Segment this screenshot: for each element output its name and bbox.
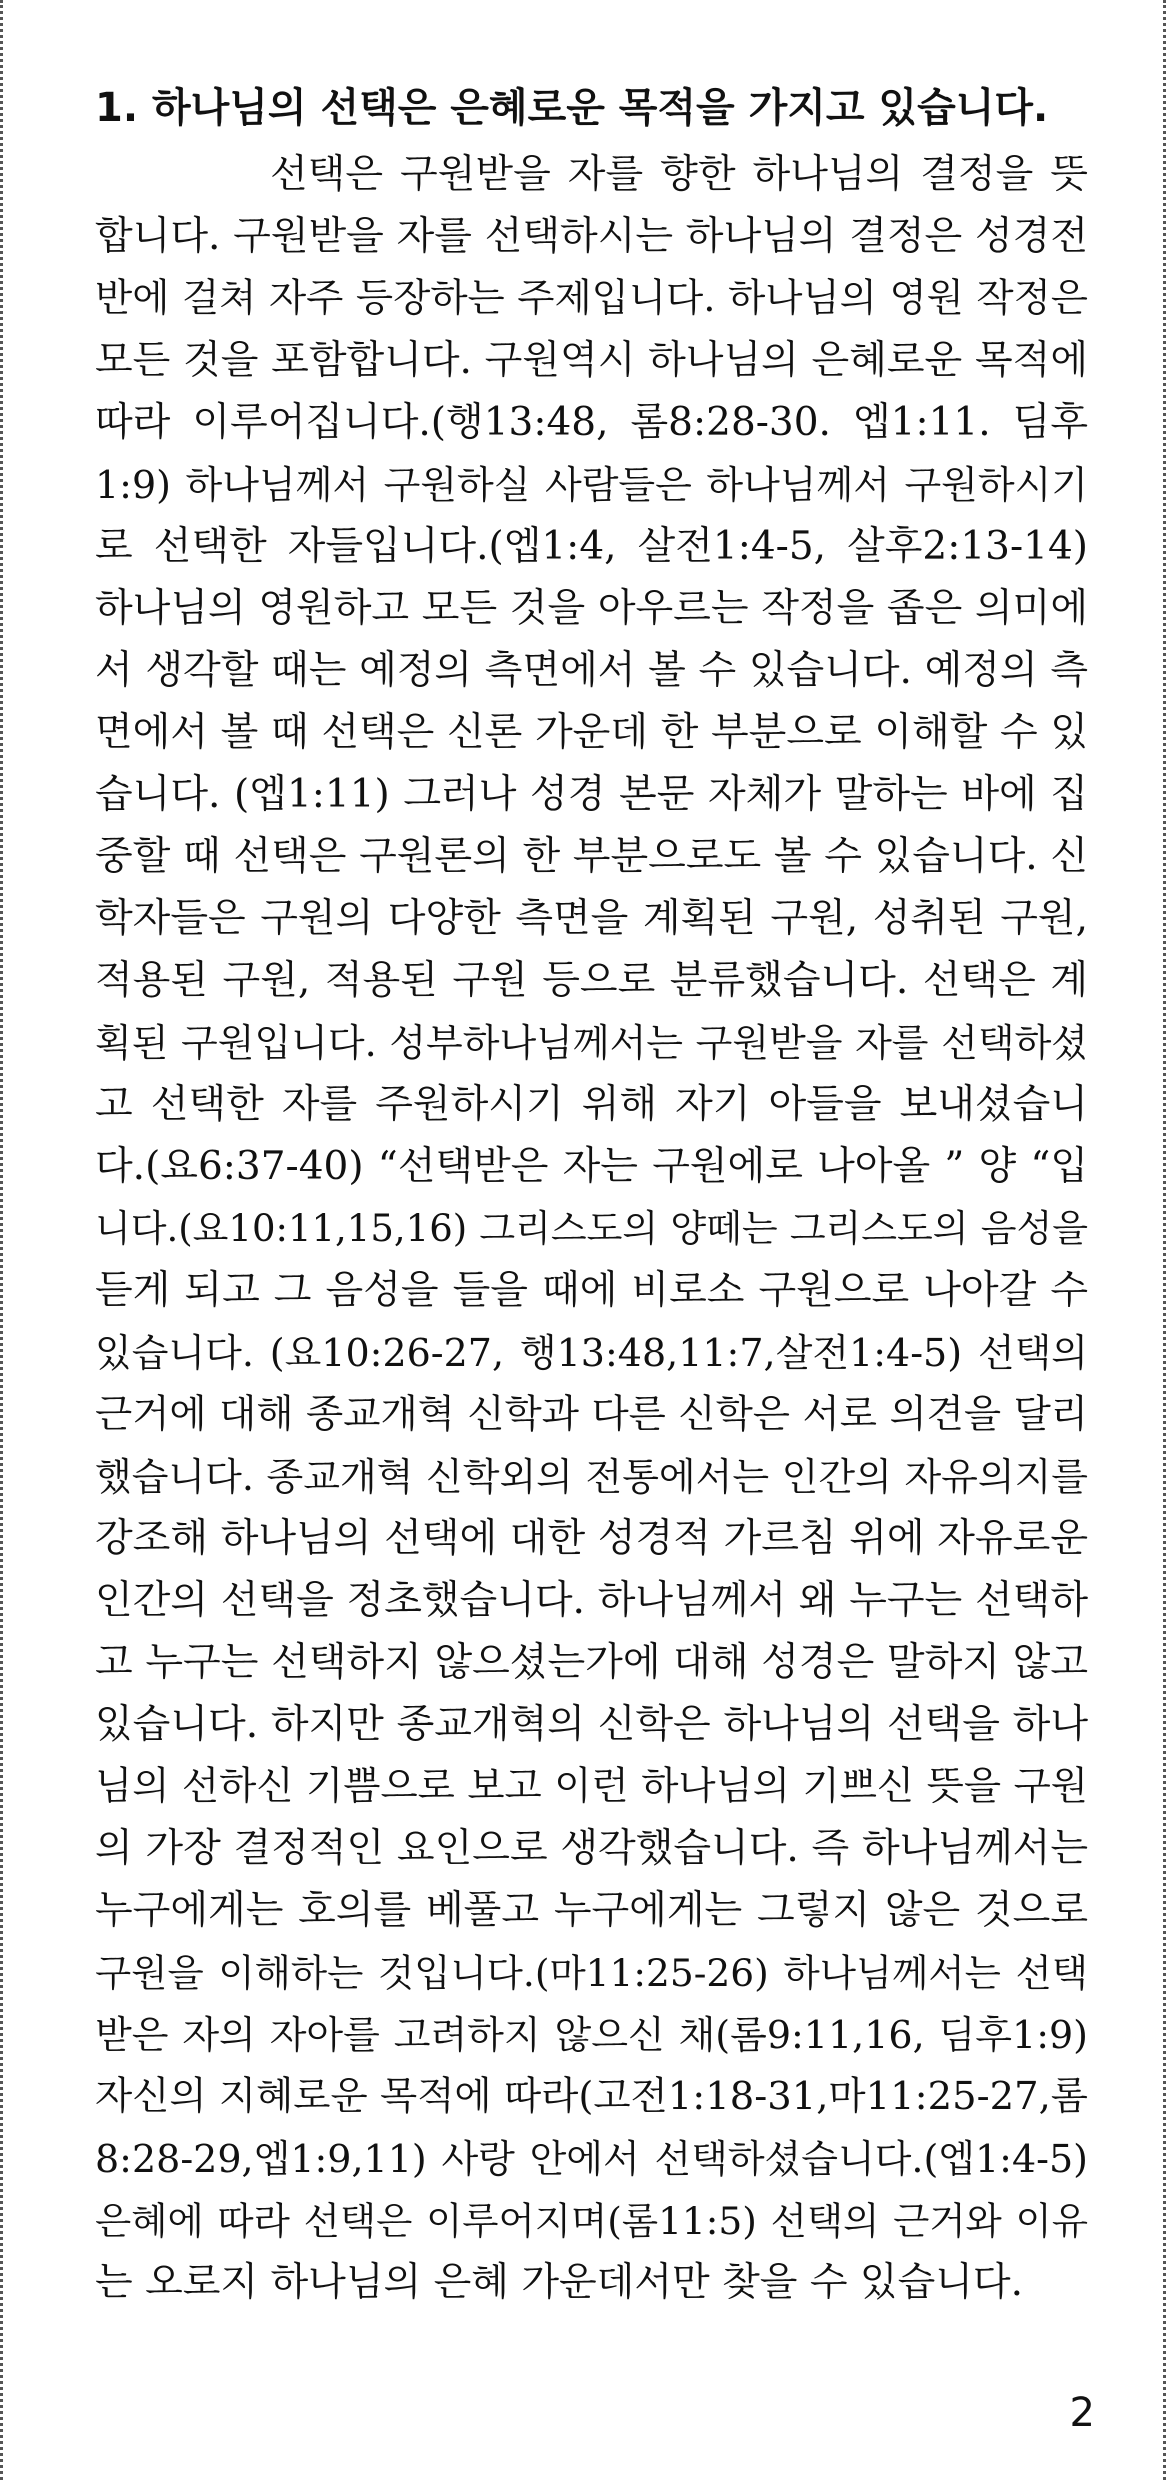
- paragraph-line: 서 생각할 때는 예정의 측면에서 볼 수 있습니다. 예정의 측: [95, 648, 1088, 693]
- paragraph-line: 있습니다. (요10:26-27, 행13:48,11:7,살전1:4-5) 선택의: [95, 1331, 1088, 1375]
- paragraph-line: 합니다. 구원받을 자를 선택하시는 하나님의 결정은 성경전: [95, 214, 1088, 259]
- paragraph-line: 8:28-29,엡1:9,11) 사랑 안에서 선택하셨습니다.(엡1:4-5): [95, 2137, 1088, 2181]
- paragraph-line: 듣게 되고 그 음성을 들을 때에 비로소 구원으로 나아갈 수: [95, 1268, 1088, 1313]
- paragraph-line: 모든 것을 포함합니다. 구원역시 하나님의 은혜로운 목적에: [95, 338, 1088, 383]
- paragraph-line: 강조해 하나님의 선택에 대한 성경적 가르침 위에 자유로운: [95, 1516, 1088, 1561]
- section-heading: 1. 하나님의 선택은 은혜로운 목적을 가지고 있습니다.: [95, 85, 1049, 131]
- paragraph-line: 인간의 선택을 정초했습니다. 하나님께서 왜 누구는 선택하: [95, 1578, 1088, 1623]
- page-number: 2: [1069, 2390, 1095, 2436]
- paragraph-line: 면에서 볼 때 선택은 신론 가운데 한 부분으로 이해할 수 있: [95, 710, 1088, 755]
- paragraph-line: 로 선택한 자들입니다.(엡1:4, 살전1:4-5, 살후2:13-14): [95, 524, 1088, 569]
- paragraph-line: 는 오로지 하나님의 은혜 가운데서만 찾을 수 있습니다.: [95, 2260, 1024, 2305]
- paragraph-line: 고 선택한 자를 주원하시기 위해 자기 아들을 보내셨습니: [95, 1082, 1088, 1127]
- paragraph-line: 구원을 이해하는 것입니다.(마11:25-26) 하나님께서는 선택: [95, 1951, 1088, 1995]
- paragraph-line: 근거에 대해 종교개혁 신학과 다른 신학은 서로 의견을 달리: [95, 1392, 1088, 1437]
- paragraph-line: 다.(요6:37-40) “선택받은 자는 구원에로 나아올 ” 양 “입: [95, 1144, 1088, 1189]
- paragraph-line: 따라 이루어집니다.(행13:48, 롬8:28-30. 엡1:11. 딤후: [95, 400, 1088, 445]
- paragraph-line: 적용된 구원, 적용된 구원 등으로 분류했습니다. 선택은 계: [95, 958, 1088, 1003]
- paragraph-line: 누구에게는 호의를 베풀고 누구에게는 그렇지 않은 것으로: [95, 1888, 1088, 1933]
- body-text: [95, 144, 1088, 2314]
- paragraph-line: 1:9) 하나님께서 구원하실 사람들은 하나님께서 구원하시기: [95, 463, 1088, 507]
- paragraph-line: 반에 걸쳐 자주 등장하는 주제입니다. 하나님의 영원 작정은: [95, 276, 1088, 321]
- paragraph-line: 중할 때 선택은 구원론의 한 부분으로도 볼 수 있습니다. 신: [95, 834, 1088, 879]
- paragraph-line: 자신의 지혜로운 목적에 따라(고전1:18-31,마11:25-27,롬: [95, 2074, 1088, 2119]
- paragraph-line: 고 누구는 선택하지 않으셨는가에 대해 성경은 말하지 않고: [95, 1640, 1088, 1685]
- paragraph-line: 니다.(요10:11,15,16) 그리스도의 양떼는 그리스도의 음성을: [95, 1207, 1088, 1250]
- paragraph-line: 의 가장 결정적인 요인으로 생각했습니다. 즉 하나님께서는: [95, 1826, 1088, 1871]
- paragraph-line: 획된 구원입니다. 성부하나님께서는 구원받을 자를 선택하셨: [95, 1021, 1088, 1065]
- paragraph-line: 하나님의 영원하고 모든 것을 아우르는 작정을 좁은 의미에: [95, 586, 1088, 631]
- paragraph-line: 받은 자의 자아를 고려하지 않으신 채(롬9:11,16, 딤후1:9): [95, 2013, 1088, 2057]
- paragraph-line: 습니다. (엡1:11) 그러나 성경 본문 자체가 말하는 바에 집: [95, 772, 1088, 817]
- paragraph-line: 선택은 구원받을 자를 향한 하나님의 결정을 뜻: [270, 152, 1088, 197]
- paragraph-line: 학자들은 구원의 다양한 측면을 계획된 구원, 성취된 구원,: [95, 896, 1088, 941]
- paragraph-line: 있습니다. 하지만 종교개혁의 신학은 하나님의 선택을 하나: [95, 1702, 1088, 1747]
- paragraph-line: 했습니다. 종교개혁 신학외의 전통에서는 인간의 자유의지를: [95, 1455, 1088, 1499]
- right-dotted-border: [1163, 0, 1166, 2480]
- paragraph-line: 님의 선하신 기쁨으로 보고 이런 하나님의 기쁘신 뜻을 구원: [95, 1764, 1088, 1809]
- paragraph-line: 은혜에 따라 선택은 이루어지며(롬11:5) 선택의 근거와 이유: [95, 2199, 1088, 2243]
- left-dotted-border: [0, 0, 3, 2480]
